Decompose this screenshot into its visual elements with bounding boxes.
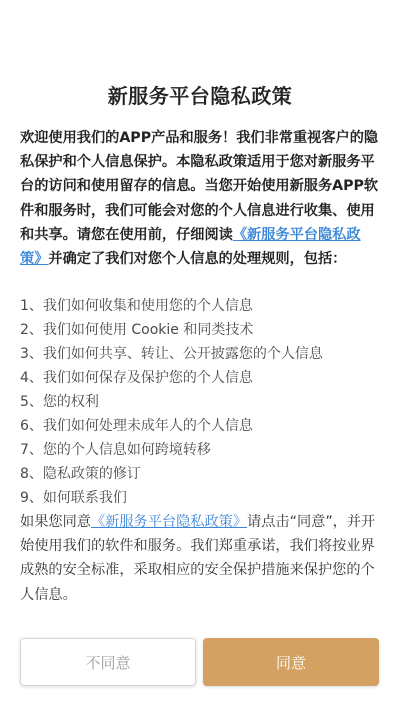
- outro-paragraph: [20, 510, 380, 607]
- list-item: 4、我们如何保存及保护您的个人信息: [20, 370, 253, 386]
- intro-text-after: 并确定了我们对您个人信息的处理规则，包括：: [48, 251, 347, 268]
- list-item: 7、您的个人信息如何跨境转移: [20, 442, 211, 458]
- list-item: 6、我们如何处理未成年人的个人信息: [20, 418, 253, 434]
- agree-button[interactable]: 同意: [203, 638, 379, 686]
- disagree-button[interactable]: 不同意: [20, 638, 196, 686]
- outro-text-before: 如果您同意: [20, 514, 91, 530]
- list-item: 2、我们如何使用 Cookie 和同类技术: [20, 322, 254, 338]
- list-item: 9、如何联系我们: [20, 490, 127, 506]
- intro-text-before: 欢迎使用我们的APP产品和服务！我们非常重视客户的隐私保护和个人信息保护。本隐私政策适用于您对新服务平台的访问和使用留存的信息。当您开始使用新服务APP软件和服务时，我们可能会对您的个人信息进行收集、使用和共享。请您在使用前，仔细阅读: [20, 130, 379, 243]
- list-item: 3、我们如何共享、转让、公开披露您的个人信息: [20, 346, 323, 362]
- outro-text-after: 请点击“同意”，并开始使用我们的软件和服务。我们郑重承诺，我们将按业界成熟的安全标准，采取相应的安全保护措施来保护您的个人信息。: [20, 514, 376, 603]
- list-item: 1、我们如何收集和使用您的个人信息: [20, 298, 253, 314]
- list-item: 8、隐私政策的修订: [20, 466, 141, 482]
- intro-paragraph: [20, 126, 380, 271]
- list-item: 5、您的权利: [20, 394, 99, 410]
- privacy-policy-link-2[interactable]: 《新服务平台隐私政策》: [90, 514, 248, 530]
- dialog-title: 新服务平台隐私政策: [107, 84, 293, 108]
- policy-contents-list: [20, 294, 380, 510]
- privacy-policy-link[interactable]: 《新服务平台隐私政策》: [20, 226, 361, 268]
